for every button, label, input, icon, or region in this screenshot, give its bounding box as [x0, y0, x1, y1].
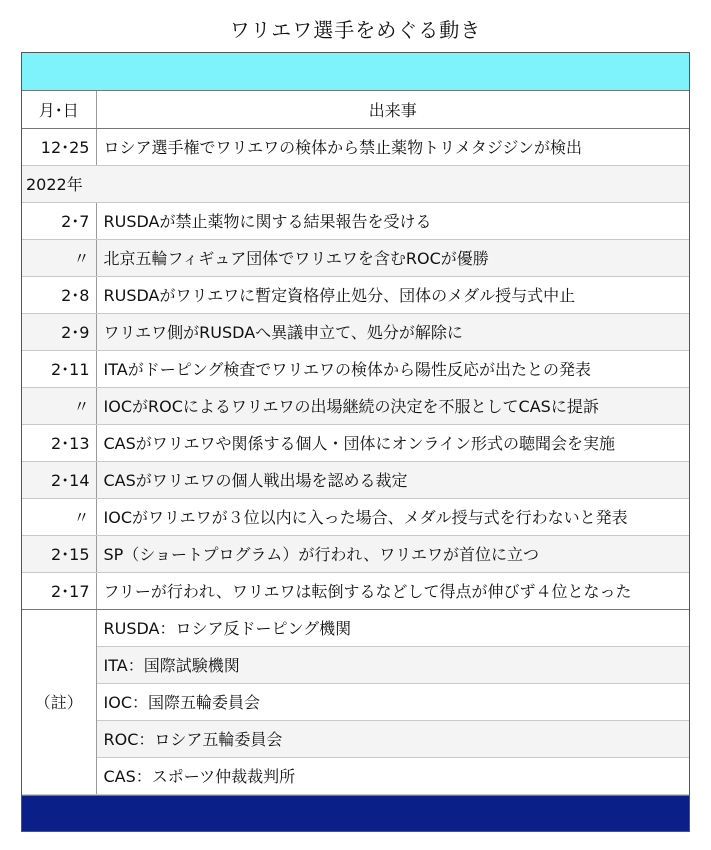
timeline-table-frame [21, 52, 690, 832]
row-event [96, 165, 689, 202]
row-event: ワリエワ側がRUSDAへ異議申立て、処分が解除に [96, 313, 689, 350]
note-row [22, 720, 689, 757]
note-row [22, 646, 689, 683]
row-date: 2･14 [22, 461, 96, 498]
row-date: 2･7 [22, 202, 96, 239]
row-event: CASがワリエワの個人戦出場を認める裁定 [96, 461, 689, 498]
row-date: 2022年 [22, 165, 96, 202]
row-date: 2･13 [22, 424, 96, 461]
note-item: CAS：スポーツ仲裁裁判所 [96, 757, 689, 794]
table-row [22, 239, 689, 276]
row-date: 〃 [22, 498, 96, 535]
table-row [22, 387, 689, 424]
note-row [22, 683, 689, 720]
table-row [22, 498, 689, 535]
table-row [22, 535, 689, 572]
column-header-date: 月･日 [22, 91, 96, 128]
notes-label: （註） [22, 609, 96, 794]
row-event: SP（ショートプログラム）が行われ、ワリエワが首位に立つ [96, 535, 689, 572]
timeline-table [22, 91, 689, 795]
footer-color-bar [22, 795, 689, 831]
table-row [22, 572, 689, 609]
row-event: ロシア選手権でワリエワの検体から禁止薬物トリメタジジンが検出 [96, 128, 689, 165]
row-date: 〃 [22, 239, 96, 276]
table-row [22, 165, 689, 202]
row-date: 〃 [22, 387, 96, 424]
row-event: IOCがワリエワが３位以内に入った場合、メダル授与式を行わないと発表 [96, 498, 689, 535]
note-item: RUSDA：ロシア反ドーピング機関 [96, 609, 689, 646]
header-color-bar [22, 53, 689, 91]
row-date: 2･17 [22, 572, 96, 609]
note-item: IOC：国際五輪委員会 [96, 683, 689, 720]
note-row [22, 609, 689, 646]
row-event: フリーが行われ、ワリエワは転倒するなどして得点が伸びず４位となった [96, 572, 689, 609]
column-header-event: 出来事 [96, 91, 689, 128]
row-date: 2･11 [22, 350, 96, 387]
table-row [22, 461, 689, 498]
note-item: ITA：国際試験機関 [96, 646, 689, 683]
row-date: 2･8 [22, 276, 96, 313]
row-date: 2･15 [22, 535, 96, 572]
page-title: ワリエワ選手をめぐる動き [229, 18, 482, 42]
table-row [22, 276, 689, 313]
row-event: 北京五輪フィギュア団体でワリエワを含むROCが優勝 [96, 239, 689, 276]
note-item: ROC：ロシア五輪委員会 [96, 720, 689, 757]
row-event: ITAがドーピング検査でワリエワの検体から陽性反応が出たとの発表 [96, 350, 689, 387]
row-event: RUSDAが禁止薬物に関する結果報告を受ける [96, 202, 689, 239]
table-row [22, 424, 689, 461]
table-row [22, 313, 689, 350]
row-event: RUSDAがワリエワに暫定資格停止処分、団体のメダル授与式中止 [96, 276, 689, 313]
row-date: 2･9 [22, 313, 96, 350]
table-row [22, 350, 689, 387]
row-date: 12･25 [22, 128, 96, 165]
row-event: IOCがROCによるワリエワの出場継続の決定を不服としてCASに提訴 [96, 387, 689, 424]
row-event: CASがワリエワや関係する個人・団体にオンライン形式の聴聞会を実施 [96, 424, 689, 461]
table-header-row [22, 91, 689, 128]
timeline-body [22, 128, 689, 794]
table-row [22, 128, 689, 165]
table-row [22, 202, 689, 239]
note-row [22, 757, 689, 794]
